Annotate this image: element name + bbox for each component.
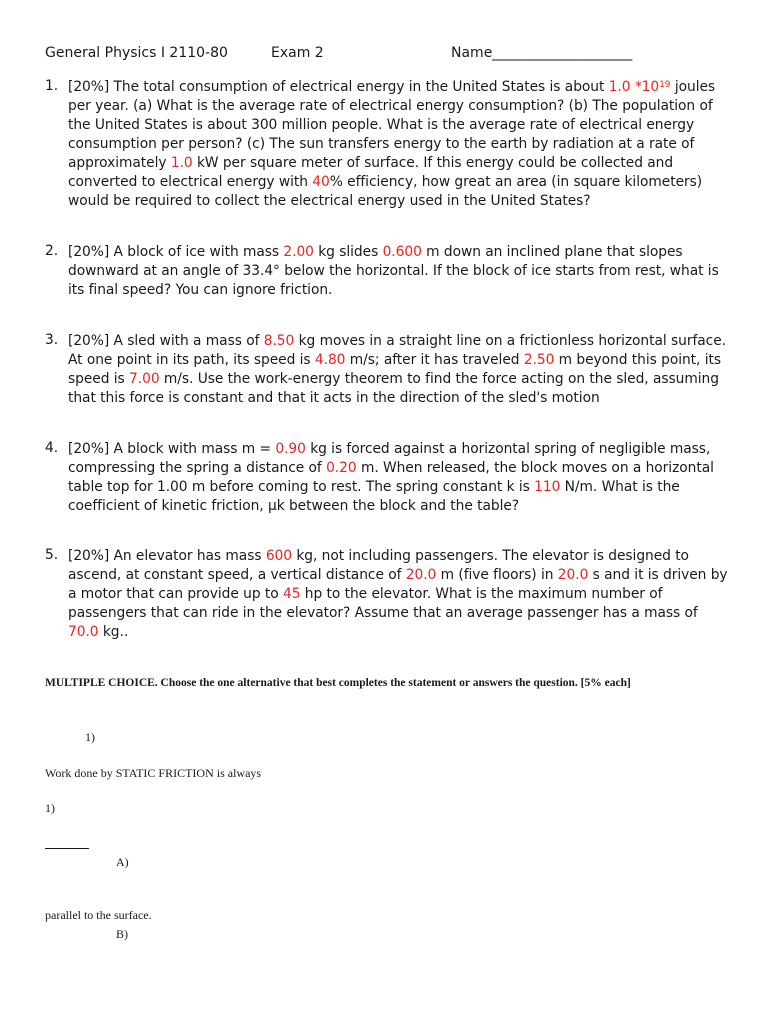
question-text-segment: m/s. Use the work-energy theorem to find the force acting on the sled, assuming that this force is constant and that it acts in the direction of the sled's motion: [68, 371, 719, 406]
question-text-segment: kg, not including passengers. The elevator is designed to ascend, at constant speed, a vertical distance of: [68, 548, 689, 583]
answer-blank-line: [45, 848, 89, 849]
question-3-number: 3.: [45, 332, 59, 348]
question-3-text: [68, 332, 728, 408]
question-text-segment: s and it is driven by a motor that can provide up to: [68, 567, 728, 602]
question-text-segment: [20%] A block with mass m =: [68, 441, 276, 457]
question-2-text: [68, 243, 728, 300]
question-text-segment: joules per year. (a) What is the average rate of electrical energy consumption? (b) The population of the United States is about 300 million people. What is the average rate of electrical energy consumption per person? (c) The sun transfers energy to the earth by radiation at a rate of approximately: [68, 79, 716, 171]
exam-title: Exam 2: [271, 45, 324, 61]
mc-question-text: Work done by STATIC FRICTION is always: [45, 766, 262, 780]
option-a-label: A): [116, 855, 129, 869]
highlighted-value: 0.90: [275, 441, 306, 457]
option-a-text: parallel to the surface.: [45, 908, 152, 922]
question-1-number: 1.: [45, 78, 59, 94]
highlighted-value: 20.0: [557, 567, 589, 583]
question-2-number: 2.: [45, 243, 59, 259]
name-field-label: Name____________________: [451, 45, 633, 61]
highlighted-value: 8.50: [263, 333, 295, 349]
question-text-segment: kW per square meter of surface. If this energy could be collected and converted to electrical energy with: [68, 155, 674, 190]
highlighted-value: 2.00: [283, 244, 314, 260]
question-text-segment: N/m. What is the coefficient of kinetic friction, µk between the block and the table?: [68, 479, 680, 514]
question-text-segment: kg is forced against a horizontal spring of negligible mass, compressing the spring a distance of: [68, 441, 711, 476]
question-5-number: 5.: [45, 547, 59, 563]
question-text-segment: hp to the elevator. What is the maximum number of passengers that can ride in the elevator? Assume that an average passenger has a mass of: [68, 586, 698, 621]
question-text-segment: m (five floors) in: [436, 567, 558, 583]
question-text-segment: [20%] A sled with a mass of: [68, 333, 264, 349]
question-5-text: [68, 547, 728, 642]
highlighted-value: 600: [265, 548, 292, 564]
question-4-number: 4.: [45, 440, 59, 456]
highlighted-value: 19: [659, 80, 671, 90]
question-text-segment: % efficiency, how great an area (in square kilometers) would be required to collect the electrical energy used in the United States?: [68, 174, 703, 209]
question-text-segment: [20%] An elevator has mass: [68, 548, 266, 564]
question-text-segment: m. When released, the block moves on a horizontal table top for 1.00 m before coming to rest. The spring constant k is: [68, 460, 714, 495]
question-text-segment: kg..: [98, 624, 129, 640]
highlighted-value: 0.20: [326, 460, 357, 476]
question-text-segment: m/s; after it has traveled: [345, 352, 524, 368]
question-4-text: [68, 440, 728, 516]
highlighted-value: 40: [312, 174, 330, 190]
highlighted-value: 1.0 *10: [608, 79, 660, 95]
highlighted-value: 4.80: [314, 352, 346, 368]
question-1-text: [68, 78, 728, 211]
highlighted-value: 7.00: [129, 371, 160, 387]
question-text-segment: m down an inclined plane that slopes downward at an angle of 33.4° below the horizontal. If the block of ice starts from rest, what is its final speed? You can ignore friction.: [68, 244, 719, 298]
highlighted-value: 70.0: [68, 624, 99, 640]
mc-item-number: 1): [85, 730, 95, 744]
question-text-segment: [20%] The total consumption of electrical energy in the United States is about: [68, 79, 609, 95]
question-text-segment: [20%] A block of ice with mass: [68, 244, 284, 260]
highlighted-value: 2.50: [523, 352, 555, 368]
multiple-choice-heading: MULTIPLE CHOICE. Choose the one alternative that best completes the statement or answers the question. [5% each]: [45, 677, 631, 689]
option-b-label: B): [116, 927, 128, 941]
highlighted-value: 1.0: [170, 155, 193, 171]
highlighted-value: 45: [282, 586, 301, 602]
highlighted-value: 110: [534, 479, 561, 495]
highlighted-value: 0.600: [382, 244, 422, 260]
question-text-segment: kg moves in a straight line on a frictionless horizontal surface. At one point in its path, its speed is: [68, 333, 726, 368]
question-text-segment: kg slides: [313, 244, 383, 260]
question-text-segment: m beyond this point, its speed is: [68, 352, 721, 387]
highlighted-value: 20.0: [405, 567, 437, 583]
course-title: General Physics I 2110-80: [45, 45, 228, 61]
mc-answer-number: 1): [45, 801, 55, 815]
